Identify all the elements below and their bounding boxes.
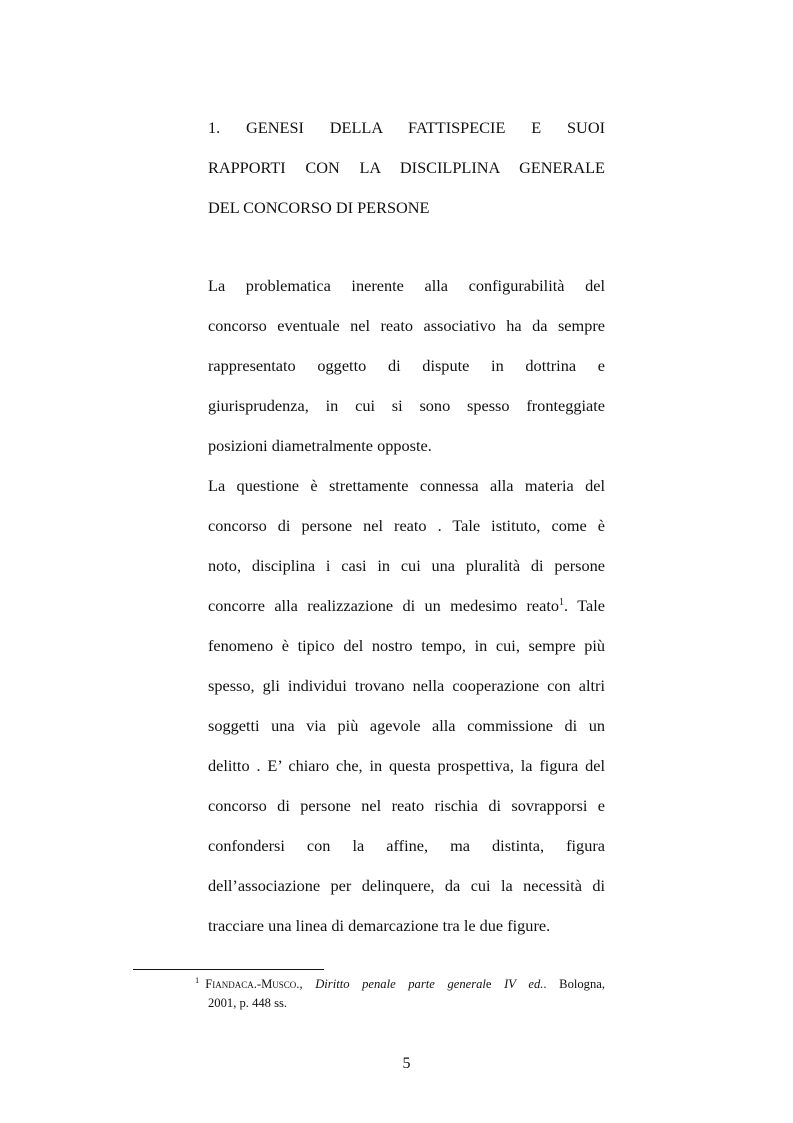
body-line: giurisprudenza, in cui si sono spesso fronteggiate: [208, 396, 605, 415]
body-line-text: concorre alla realizzazione di un medesimo reato: [208, 596, 560, 615]
body-line: soggetti una via più agevole alla commissione di un: [208, 716, 605, 735]
heading-line: DEL CONCORSO DI PERSONE: [208, 198, 430, 217]
footnote-separator-text: ,: [299, 977, 316, 991]
footnote: [195, 975, 605, 1013]
body-line: delitto . E’ chiaro che, in questa prospettiva, la figura del: [208, 756, 605, 775]
body-paragraphs: [208, 266, 605, 946]
body-line: tracciare una linea di demarcazione tra le due figure.: [208, 916, 551, 935]
body-line: La problematica inerente alla configurabilità del: [208, 276, 605, 295]
body-line-tail: . Tale: [564, 596, 605, 615]
footnote-rest: . Bologna,: [543, 977, 605, 991]
footnote-title-tail: IV ed.: [491, 977, 544, 991]
section-heading: [208, 108, 605, 228]
body-line-with-footnote-ref: [208, 586, 605, 626]
footnote-line-2: 2001, p. 448 ss.: [208, 996, 288, 1010]
footnote-author: Fiandaca.-Musco.: [205, 977, 300, 991]
body-line: confondersi con la affine, ma distinta, figura: [208, 836, 605, 855]
body-line: spesso, gli individui trovano nella cooperazione con altri: [208, 676, 605, 695]
footnote-marker: 1: [195, 975, 200, 985]
heading-line: 1. GENESI DELLA FATTISPECIE E SUOI: [208, 118, 605, 137]
body-line: La questione è strettamente connessa alla materia del: [208, 476, 605, 495]
footnote-title: Diritto penale parte general: [315, 977, 486, 991]
body-line: fenomeno è tipico del nostro tempo, in cui, sempre più: [208, 636, 605, 655]
body-line: concorso di persone nel reato rischia di sovrapporsi e: [208, 796, 605, 815]
footnote-separator: [133, 969, 324, 970]
body-line: noto, disciplina i casi in cui una pluralità di persone: [208, 556, 605, 575]
body-line: rappresentato oggetto di dispute in dottrina e: [208, 356, 605, 375]
heading-line: RAPPORTI CON LA DISCILPLINA GENERALE: [208, 158, 605, 177]
body-line: concorso di persone nel reato . Tale istituto, come è: [208, 516, 605, 535]
footnote-title-e: e: [485, 977, 492, 991]
footnote-reference[interactable]: 1: [559, 597, 565, 608]
footnote-line: [195, 975, 605, 994]
body-line: posizioni diametralmente opposte.: [208, 436, 432, 455]
body-line: concorso eventuale nel reato associativo ha da sempre: [208, 316, 605, 335]
page-number: 5: [402, 1055, 411, 1072]
body-line: dell’associazione per delinquere, da cui la necessità di: [208, 876, 605, 895]
